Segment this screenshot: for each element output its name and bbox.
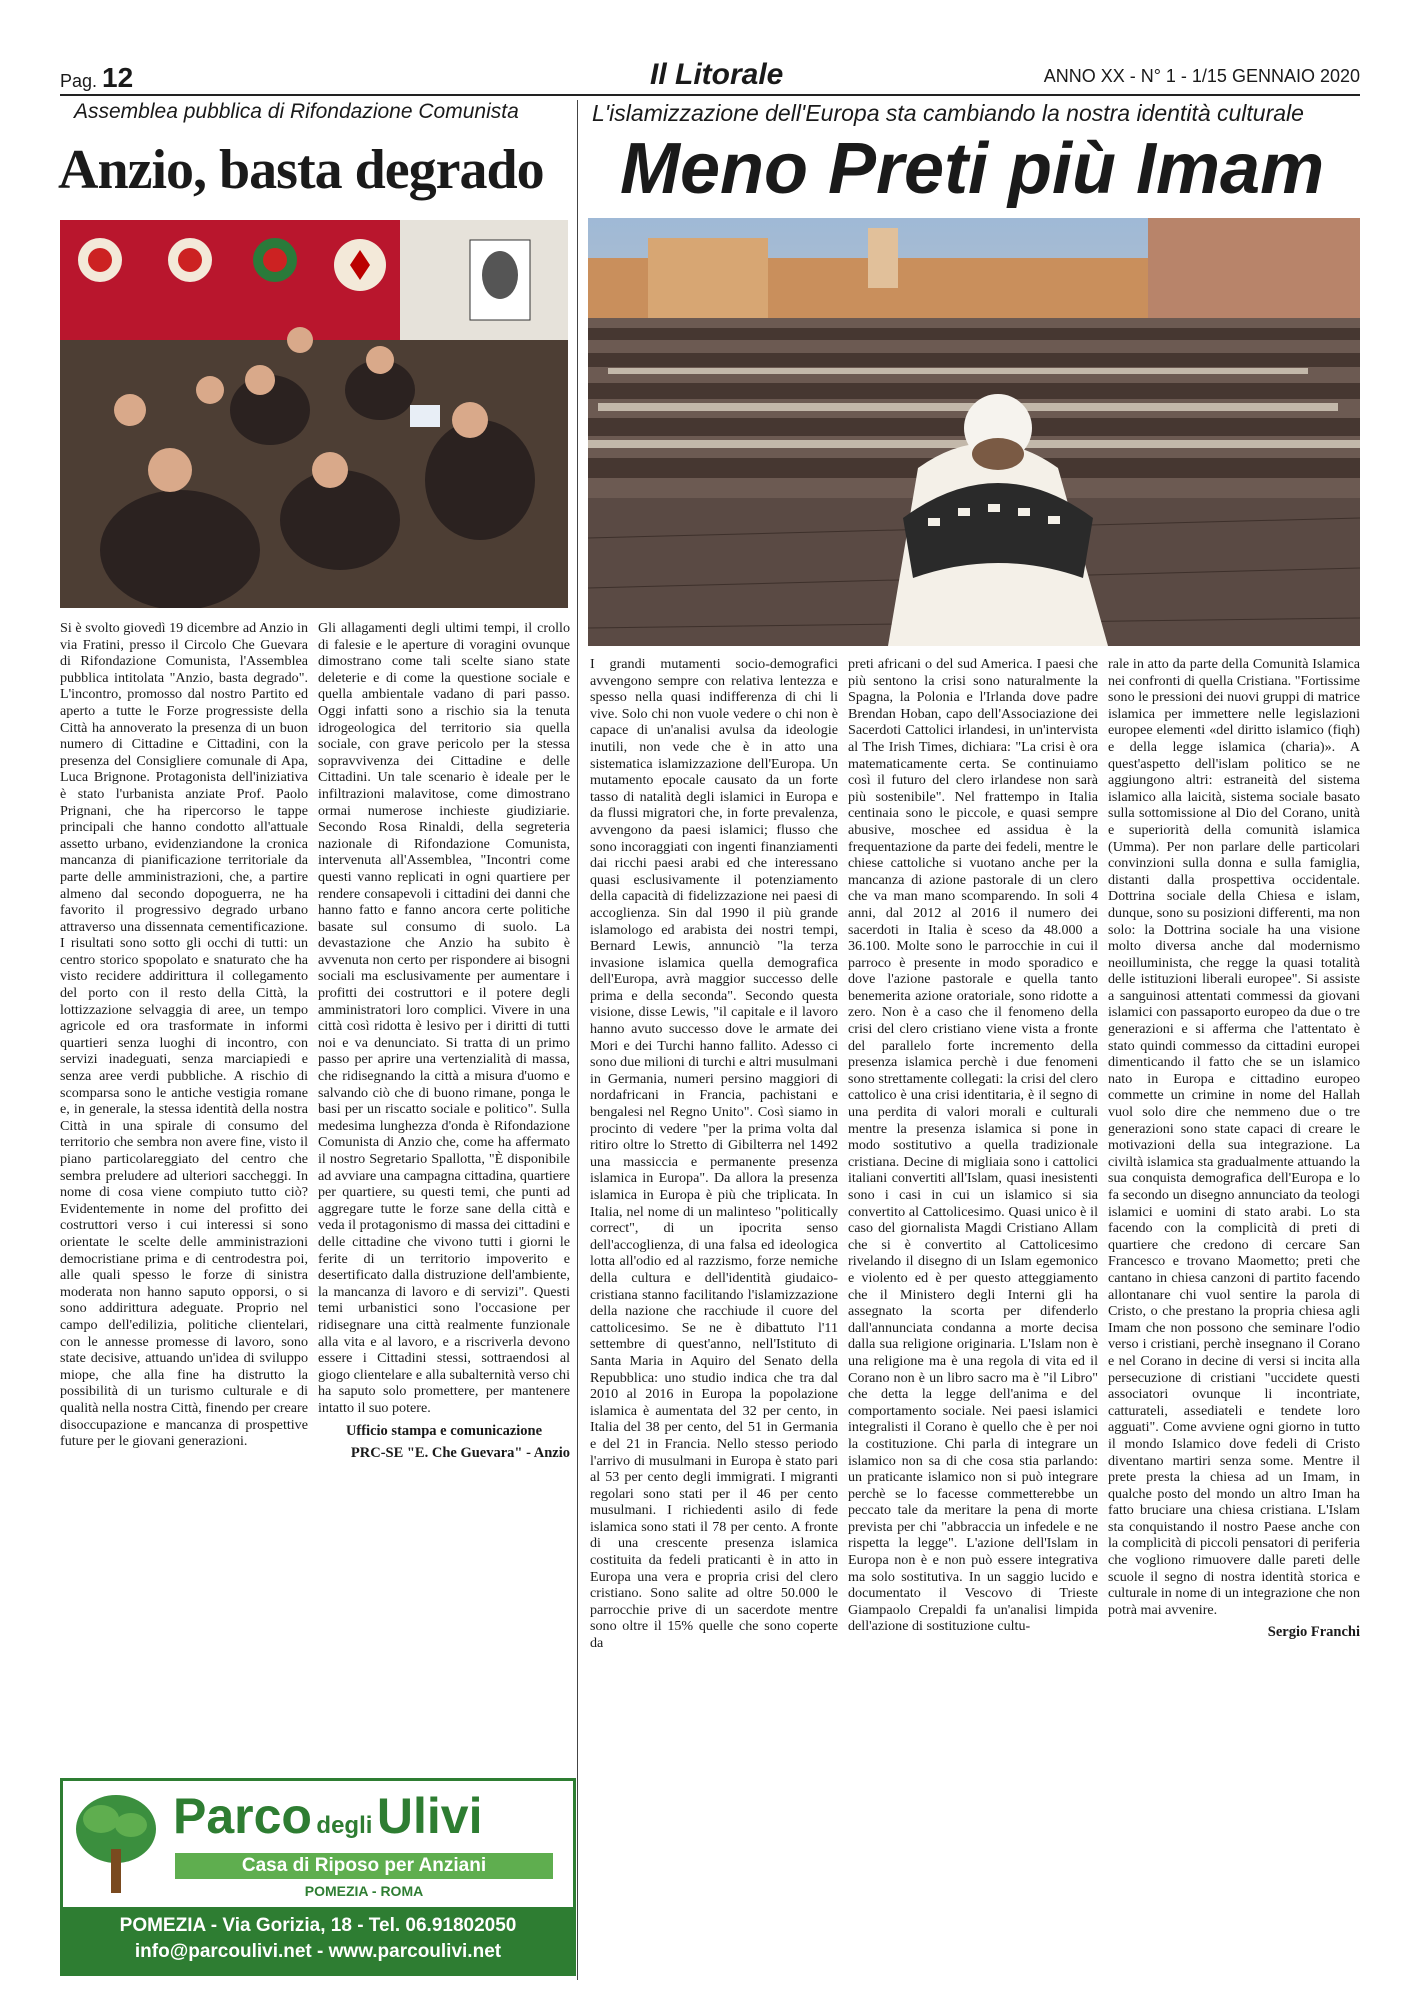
prayer-photo-icon [588, 218, 1360, 646]
left-signature-1: Ufficio stampa e comunicazione [345, 1422, 543, 1439]
left-col2-text: Gli allagamenti degli ultimi tempi, il crollo di falesie e le aperture di voragini ovunque dimostrano come tali scelte siano state deleterie e di come la questione sociale e quella ambientale vadano di pari passo. Oggi infatti sono a rischio sia la tenuta idrogeologica del territorio sia quella sociale, con grave pericolo per la stessa sopravvivenza dei Cittadine e delle Cittadini. Un tale scenario è ideale per le infiltrazioni malavitose, come dimostrano ormai numerose inchieste giudiziarie. Secondo Rosa Rinaldi, della segreteria nazionale di Rifondazione Comunista, intervenuta all'Assemblea, "Incontri come questi vanno replicati in ogni quartiere per rendere consapevoli i cittadini dei danni che hanno fatto e fanno ancora certe politiche basate sul consumo di suolo. La devastazione che Anzio ha subito è avvenuta non certo per rispondere ai bisogni sociali ma esclusivamente per aumentare i profitti dei costruttori e il potere degli amministratori loro complici. Vivere in una città così ridotta è lesivo per i diritti di tutti noi e va denunciato. Si tratta di un primo passo per aprire una vertenzialità di massa, che ridisegnando la città a misura d'uomo e salvando ciò che di buono rimane, ponga le basi per un riscatto sociale e politico". Sulla medesima lunghezza d'onda è Rifondazione Comunista di Anzio che, come ha affermato il nostro Segretario Spallotta, "È disponibile ad avviare una campagna cittadina, quartiere per quartiere, su questi temi, che punti ad aggregare tutte le forze sane della città e veda il protagonismo di massa dei cittadini e delle cittadine che vivono tutti i giorni le ferite di un territorio impoverito e desertificato dalla distruzione dell'ambiente, la mancanza di lavoro e di servizi". Questi temi urbanistici sono l'occasione per ridisegnare una città realmente funzionale alla vita e al lavoro, e a riscriverla devono esserе i Cittadini stessi, sottraendosi al giogo clientelare e alla subalternità verso chi ha saputo solo promettere, per mantenere intatto il suo potere. [318, 620, 570, 1416]
issue-info: ANNO XX - N° 1 - 1/15 GENNAIO 2020 [1043, 66, 1360, 86]
olive-tree-icon [71, 1789, 161, 1899]
page-num: 12 [102, 62, 134, 93]
right-signature: Sergio Franchi [1267, 1624, 1360, 1641]
left-col1-text: Si è svolto giovedì 19 dicembre ad Anzio in via Fratini, presso il Circolo Che Guevara di Rifondazione Comunista, l'Assemblea pubblica intitolata "Anzio, basta degrado". L'incontro, promosso dal nostro Partito ed aperto a tutte le Forze progressiste della Città ha annoverato la presenza di un buon numero di Cittadine e Cittadini, con la presenza del Consigliere comunale di Apa, Luca Brignone. Protagonista dell'iniziativa è stato l'urbanista anziate Prof. Paolo Prignani, che ha ripercorso le tappe principali che hanno condotto all'attuale assetto urbano, evidenziandone la cronica mancanza di pianificazione territoriale da parte delle amministrazioni, che, a partire almeno dal secondo dopoguerra, ne ha favorito il progressivo degrado urbano attraverso una dissennata cementificazione. I risultati sono sotto gli occhi di tutti: un centro storico spopolato e snaturato che ha visto recidere addirittura il collegamento del porto con il resto della Città, la lottizzazione selvaggia di aree, un tempo agricole ed ora trasformate in informi quartieri senza luoghi di incontro, con servizi inadeguati, senza marciapiedi e senza aree verdi pubbliche. A rischio di scomparsa sono le antiche vestigia romane e, in generale, la stessa identità della nostra Città in una spirale di consumo del territorio che sembra non avere fine, visto il piano particolareggiato del centro che sembra preludere ad ulteriori saccheggi. In nome di cosa viene compiuto tutto ciò? Evidentemente in nome del profitto dei costruttori verso i cui interessi si sono orientate le scelte delle amministrazioni democristiane prima e di centrodestra poi, alle quali spesso le forze di sinistra moderata non hanno saputo opporsi, o si sono addirittura adeguate. Proprio nel campo dell'edilizia, politiche clientelari, con le annesse promesse di lavoro, sono state decisive, attuando un'idea di sviluppo miope, che alla fine ha distrutto la possibilità di un turismo culturale e di qualità nella nostra Città, finendo per creare disoccupazione e mancanza di prospettive future per le giovani generazioni. [60, 620, 308, 1450]
ad-brand-1: Parco [173, 1788, 312, 1844]
right-article-col3 [1108, 656, 1360, 1980]
meeting-photo-icon [60, 220, 568, 608]
ad-brand-small: degli [316, 1812, 373, 1839]
left-kicker: Assemblea pubblica di Rifondazione Comunista [74, 100, 519, 123]
ad-location: POMEZIA - ROMA [304, 1883, 424, 1899]
right-headline: Meno Preti più Imam [620, 129, 1325, 209]
masthead: Il Litorale [650, 58, 784, 91]
prayer-photo [588, 218, 1360, 646]
page-header [60, 58, 1360, 96]
column-divider [577, 100, 578, 1980]
page-number [60, 62, 133, 94]
right-col3-text: rale in atto da parte della Comunità Islamica nei confronti di quella Cristiana. "Fortissime sono le pressioni dei nuovi gruppi di matrice islamica per immettere nelle legislazioni europee elementi «del diritto islamico (fiqh) e della legge islamica (charia)». A quest'aspetto dell'islam politico se ne aggiungono altri: estraneità del sistema islamico alla laicità, sistema sociale basato sulla sottomissione al Dio del Corano, unità e superiorità della comunità islamica (Umma). Per non parlare delle particolari convinzioni sulla donna e sulla famiglia, distanti dalla prospettiva occidentale. Dottrina sociale della Chiesa e islam, dunque, sono su posizioni differenti, ma non solo: la Dottrina sociale ha una visione molto diversa anche dal modernismo neoilluminista, che regge la quasi totalità delle istituzioni liberali europee". Si assiste a sanguinosi attentati commessi da giovani islamici con passaporto europeo da due o tre generazioni e si afferma che l'attentato è stato quindi commesso da cittadini europei dimenticando il fatto che se un islamico nato in Europa e cittadino europeo commette un crimine in nome del Hallah vuol solo dire che nemmeno due o tre generazioni sono state capaci di creare le motivazioni della sua integrazione. La civiltà islamica sta gradualmente attuando la sua conquista demografica dell'Europa e lo fa secondo un disegno annunciato da teologi islamici e uomini di stato arabi. Lo sta facendo con la complicità di preti di quartiere che credono di cercare San Francesco e trovano Maometto; preti che cantano in chiesa canzoni di partito facendo allontanare chi vuol sentire la parola di Cristo, o che prestano la propria chiesa agli Imam che non possono che seminare l'odio verso i cristiani, perchè insegnano il Corano e nel Corano in decine di versi si incita alla persecuzione di cristiani "uccidete questi associatori ovunque li incontriate, catturateli, assediateli e tendete loro agguati". Come avviene ogni giorno in tutto il mondo Islamico dove fedeli di Cristo diventano martiri senza some. Mentre il prete presta la chiesa ad un Imam, in qualche posto del mondo un altro Iman ha fatto bruciare una chiesa cristiana. L'Islam sta conquistando il nostro Paese anche con la complicità di piccoli pensatori di periferia che vogliono rimuovere dalle pareti delle scuole il segno di nostra identità storica e culturale in nome di un integrazione che non potrà mai avvenire. [1108, 656, 1360, 1618]
page-label: Pag. [60, 71, 98, 91]
right-col2-text: preti africani o del sud America. I paesi che più sentono la crisi sono naturalmente la Spagna, la Polonia e l'Irlanda dove padre Brendan Hoban, capo dell'Associazione dei Sacerdoti Cattolici irlandesi, in un'intervista al The Irish Times, dichiara: "La crisi è ora matematicamente certa. Se continuiamo così il futuro del clero irlandese non sarà più sostenibile". Nel frattempo in Italia centinaia sono le piccole, e quasi sempre abusive, moschee ed assidua è la frequentazione da parte dei fedeli, mentre le chiese cattoliche si vuotano anche per la mancanza di azione pastorale di un clero che va man mano scomparendo. In soli 4 anni, dal 2012 al 2016 il numero dei sacerdoti in Italia è sceso da 48.000 a 36.100. Molte sono le parrocchie in cui il parroco è presente in modo sporadico e dove l'azione pastorale e quella tanto benemerita azione oratoriale, sono ridotte a zero. Non è a caso che il fenomeno della crisi del clero cristiano viene vista a fronte del parallelo forte incremento della presenza islamica perchè i due fenomeni sono strettamente collegati: la crisi del clero cattolico è una crisi identitaria, è il segno di una perdita di valori morali e culturali mentre la presenza islamica si pone in modo sostitutivo a quella tradizionale cristiana. Decine di migliaia sono i cattolici italiani convertiti all'Islam, quasi inesistenti sono i casi in cui un islamico si sia convertito al Cattolicesimo. Quasi unico è il caso del giornalista Magdi Cristiano Allam che si è convertito al Cattolicesimo rivelando il disegno di un Islam egemonico e violento ed è per questo atteggiamento che il Ministero degli Interni gli ha assegnato la scorta per difenderlo dall'annunciata condanna a morte decisa dalla sua religione originaria. L'Islam non è una religione ma è una regola di vita ed il Corano non è un libro sacro ma è "il Libro" che detta la legge dell'anima e del comportamento sociale. Nei paesi islamici integralisti il Corano è quello che è per noi la costituzione. Chi parla di integrare un islamico non sa di che cosa stia parlando: un praticante islamico non si può integrare perchè se lo facesse commetterebbe un peccato tale da meritare la pena di morte prevista per chi "abbraccia un infedele e ne rispetta la legge". L'azione dell'Islam in Europa non è e non può essere integrativa ma solo sostitutiva. In un saggio lucido e documentato il Vescovo di Trieste Giampaolo Crepaldi fa un'analisi limpida dell'azione di sostituzione cultu- [848, 656, 1098, 1635]
meeting-photo [60, 220, 568, 608]
ad-brand [173, 1787, 482, 1845]
right-article-col1 [590, 656, 838, 1980]
ad-brand-2: Ulivi [376, 1788, 483, 1844]
left-headline: Anzio, basta degrado [58, 139, 544, 201]
ad-parco-ulivi[interactable] [60, 1778, 576, 1976]
right-col1-text: I grandi mutamenti socio-demografici avvengono sempre con relativa lentezza e spesso nella quasi indifferenza di chi li vive. Solo chi non vuole vedere o chi non è capace di un'analisi avulsa da ideologie inutili, non vede che è in atto una sistematica islamizzazione dell'Europa. Un mutamento epocale causato da un forte tasso di natalità degli islamici in Europa e da flussi migratori che, in forte prevalenza, avvengono da paesi islamici; flusso che sono incoraggiati con ingenti finanziamenti dai ricchi paesi arabi ed che interessano quasi esclusivamente il potenziamento della capacità di fidelizzazione nei paesi di accoglienza. Sin dal 1990 il più grande islamologo ed arabista dei nostri tempi, Bernard Lewis, annunciò "la terza invasione islamica quella demografica dell'Europa, avrà maggior successo delle prima e della seconda". Secondo questa visione, disse Lewis, "il capitale e il lavoro hanno avuto successo dove le armate dei Mori e dei Turchi hanno fallito. Adesso ci sono due milioni di turchi e altri musulmani in Germania, numeri persino maggiori di nordafricani in Francia, pachistani e bengalesi nel Regno Unito". Così siamo in procinto di vedere "per la prima volta dal ritiro oltre lo Stretto di Gibilterra nel 1492 una massiccia e permanente presenza islamica in Europa". Da allora la presenza islamica in Europa è più che triplicata. In Italia, nel nome di un malinteso "politically correct", di un ipocrita senso dell'accoglienza, di una falsa ed ideologica lotta all'odio ed al razzismo, forze nemiche della cultura e dell'identità giudaico-cristiana stanno facilitando l'islamizzazione della nazione che racchiude il cuore del cattolicesimo. Se ne è dibattuto l'11 settembre di quest'anno, nell'Istituto di Santa Maria in Aquiro del Senato della Repubblica: uno studio indica che tra dal 2010 al 2016 in Europa la popolazione islamica è aumentata del 32 per cento, in Italia del 38 per cento, del 51 in Germania e del 21 in Francia. Nello stesso periodo l'arrivo di musulmani in Europa è stato pari al 53 per cento degli immigrati. I migranti regolari sono stati per il 46 per cento musulmani. I richiedenti asilo di fede islamica sono stati il 78 per cento. A fronte di una crescente presenza islamica costituita da fedeli praticanti è in atto in Europa una vera e propria crisi del clero cristiano. Sono salite ad oltre 50.000 le parrocchie prive di un sacerdote mentre sono oltre il 15% quelle che sono coperte da [590, 656, 838, 1652]
left-signature-2: PRC-SE "E. Che Guevara" - Anzio [350, 1445, 570, 1462]
left-article-col1 [60, 620, 308, 1772]
ad-web[interactable]: info@parcoulivi.net - www.parcoulivi.net [134, 1941, 502, 1962]
ad-footer [63, 1907, 573, 1973]
right-article-col2 [848, 656, 1098, 1980]
ad-tagline: Casa di Riposo per Anziani [175, 1853, 553, 1879]
right-kicker: L'islamizzazione dell'Europa sta cambiando la nostra identità culturale [592, 100, 1304, 126]
ad-address: POMEZIA - Via Gorizia, 18 - Tel. 06.91802050 [119, 1915, 517, 1936]
left-article-col2 [318, 620, 570, 1772]
